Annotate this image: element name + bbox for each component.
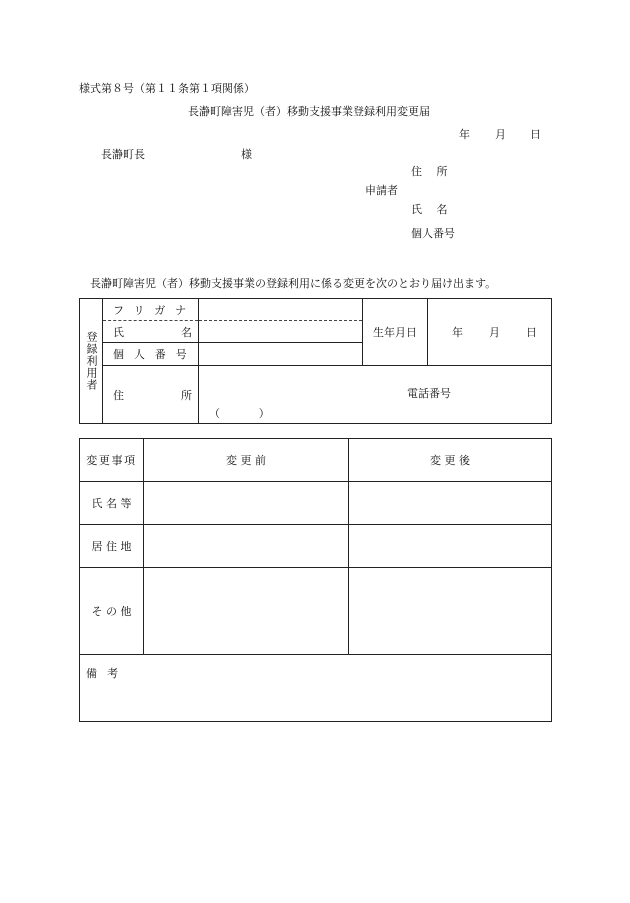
applicant-label: 申請者 (365, 184, 398, 197)
birth-label: 生年月日 (363, 299, 428, 366)
birth-month: 月 (489, 326, 500, 339)
user-name-label-b: 名 (181, 325, 192, 339)
honorific: 様 (241, 148, 252, 161)
user-name-value[interactable] (199, 321, 363, 343)
form-title: 長瀞町障害児（者）移動支援事業登録利用変更届 (188, 105, 430, 118)
change-row-label-other: そ の 他 (80, 568, 144, 655)
applicant-id-label: 個人番号 (411, 227, 455, 240)
user-name-label-cell (103, 321, 199, 343)
change-after-header: 変 更 後 (349, 439, 552, 482)
phone-label: 電話番号 (407, 387, 451, 400)
change-row-label-name: 氏 名 等 (80, 482, 144, 525)
user-id-label: 個人番号 (103, 343, 199, 366)
change-item-header: 変更事項 (80, 439, 144, 482)
change-row-name-after[interactable] (349, 482, 552, 525)
change-row-residence-before[interactable] (144, 525, 349, 568)
user-side-label: 登録利用者 (85, 331, 98, 391)
user-id-value[interactable] (199, 343, 363, 366)
user-address-label-b: 所 (181, 388, 192, 402)
applicant-name-label: 氏 名 (411, 203, 453, 216)
change-table (79, 438, 552, 722)
remarks-label: 備 考 (86, 667, 122, 680)
addressee: 長瀞町長 (101, 148, 145, 161)
user-address-label-cell (103, 366, 199, 424)
birth-year: 年 (452, 326, 463, 339)
phone-paren: （ ） (209, 407, 288, 420)
change-row-label-residence: 居 住 地 (80, 525, 144, 568)
birth-value-cell[interactable] (428, 299, 552, 366)
user-name-label-a: 氏 (113, 325, 124, 339)
remarks-cell[interactable] (80, 655, 552, 722)
form-number: 様式第８号（第１１条第１項関係） (79, 82, 255, 95)
birth-day: 日 (526, 326, 537, 339)
date-day: 日 (530, 128, 541, 141)
change-row-name-before[interactable] (144, 482, 349, 525)
furigana-value[interactable] (199, 299, 363, 321)
user-table (79, 298, 552, 424)
applicant-address-label: 住 所 (411, 165, 453, 178)
user-address-value[interactable] (199, 366, 552, 424)
change-row-residence-after[interactable] (349, 525, 552, 568)
furigana-label: フリガナ (103, 299, 199, 321)
intro-text: 長瀞町障害児（者）移動支援事業の登録利用に係る変更を次のとおり届け出ます。 (90, 277, 497, 290)
change-before-header: 変 更 前 (144, 439, 349, 482)
date-year: 年 (459, 128, 470, 141)
change-row-other-after[interactable] (349, 568, 552, 655)
user-side-label-cell (80, 299, 103, 424)
date-month: 月 (495, 128, 506, 141)
change-row-other-before[interactable] (144, 568, 349, 655)
user-address-label-a: 住 (113, 388, 124, 402)
